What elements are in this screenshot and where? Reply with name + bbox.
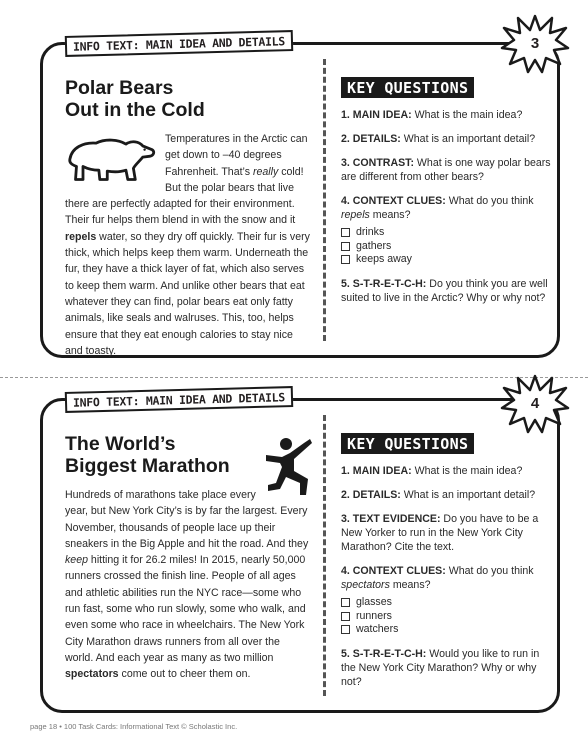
passage-emphasis: keep [65,554,88,567]
answer-option[interactable] [341,623,551,637]
question-text: What is the main idea? [411,109,523,121]
question-5 [341,647,551,689]
answer-options [341,596,551,637]
title-line-1: Polar Bears [65,77,174,99]
dashed-divider [323,415,326,696]
question-5 [341,277,551,305]
question-text: Would you like to run in the New York City Marathon? Why or why not? [341,647,540,688]
checkbox-icon[interactable] [341,612,350,621]
task-card-4 [40,390,560,713]
question-label: 3. TEXT EVIDENCE: [341,513,441,525]
vocab-word: spectators [65,668,119,681]
question-text: means? [389,579,431,591]
passage-text [65,487,310,683]
passage-segment: water, so they dry off quickly. Their fur is very thick, which helps keep them warm. Underneath the fur, they have a thick layer of fat, which also serves to keep them warm. And unlike other bears that eat whatever they can find, polar bears eat only fatty animals, like seals and walruses. This, too, helps ensure that they eat enough calories to stay nice and toasty. [65,230,310,357]
card-number: 4 [530,395,540,412]
card-number-badge [500,14,570,74]
answer-option[interactable] [341,610,551,624]
option-label: glasses [356,596,392,608]
question-text: What is one way polar bears are different from other bears? [341,157,551,183]
polar-bear-icon [63,131,159,187]
answer-option[interactable] [341,596,551,610]
question-3 [341,512,551,554]
question-text: What is an important detail? [400,489,536,501]
checkbox-icon[interactable] [341,255,350,264]
passage-segment: cold! But the polar bears that live there are perfectly adapted for their environment. Their fur helps them blend in with the snow and it [65,165,304,227]
checkbox-icon[interactable] [341,598,350,607]
question-text: Do you have to be a New Yorker to run in the New York City Marathon? Cite the text. [341,513,539,553]
option-label: keeps away [356,253,412,265]
question-text: Do you think you are well suited to live in the Arctic? Why or why not? [341,277,548,304]
option-label: watchers [356,623,399,635]
question-label: 5. S-T-R-E-T-C-H: [341,647,427,660]
question-4 [341,564,551,637]
question-text: What is an important detail? [400,133,536,145]
task-card-3 [40,34,560,358]
vocab-word: repels [65,230,97,243]
question-label: 1. MAIN IDEA: [341,109,412,121]
answer-options [341,226,551,267]
question-label: 5. S-T-R-E-T-C-H: [341,277,427,290]
title-line-2: Biggest Marathon [65,455,230,477]
question-text: What is the main idea? [411,465,523,477]
answer-option[interactable] [341,226,551,240]
key-questions-heading: KEY QUESTIONS [341,77,474,98]
card-tag: INFO TEXT: MAIN IDEA AND DETAILS [65,30,293,57]
checkbox-icon[interactable] [341,228,350,237]
card-tag: INFO TEXT: MAIN IDEA AND DETAILS [65,386,293,413]
question-label: 4. CONTEXT CLUES: [341,565,446,577]
question-1 [341,464,551,478]
question-label: 1. MAIN IDEA: [341,465,412,477]
question-2 [341,488,551,502]
passage-segment: hitting it for 26.2 miles! In 2015, nearly 50,000 runners crossed the finish line. People of all ages and athletic abilities run the NYC race—some who run fast, some who run slowly, some who walk, and even some who race in wheelchairs. The New York City Marathon draws runners from all over the world. And each year as many as two million [65,554,306,664]
option-label: drinks [356,226,385,238]
option-label: runners [356,609,392,622]
question-emphasis: spectators [341,579,390,591]
question-label: 3. CONTRAST: [341,157,414,169]
passage-segment: come out to cheer them on. [118,668,251,681]
key-questions-heading: KEY QUESTIONS [341,433,474,454]
card-number-badge [500,374,570,434]
dashed-divider [323,59,326,341]
passage-text [65,131,310,359]
question-1 [341,108,551,122]
passage-segment: Hundreds of marathons take place every year, but New York City’s is by far the largest. Every November, thousands of people lace up their sneakers in the Big Apple and hit the road. And they [65,489,309,550]
question-label: 4. CONTEXT CLUES: [341,195,446,207]
card-title [65,77,310,121]
question-label: 2. DETAILS: [341,489,401,501]
passage-emphasis: really [252,165,279,178]
passage-segment: Temperatures in the Arctic can get down to –40 degrees Fahrenheit. That’s [165,133,308,178]
answer-option[interactable] [341,240,551,254]
question-text: means? [369,209,411,221]
question-4 [341,194,551,267]
question-text: What do you think [445,195,534,207]
question-2 [341,132,551,146]
option-label: gathers [356,239,392,252]
card-number: 3 [530,35,540,52]
checkbox-icon[interactable] [341,242,350,251]
title-line-1: The World’s [65,433,176,455]
title-line-2: Out in the Cold [65,99,205,121]
page-footer: page 18 • 100 Task Cards: Informational Text © Scholastic Inc. [30,722,238,731]
question-3 [341,156,551,184]
question-label: 2. DETAILS: [341,133,401,145]
question-text: What do you think [445,565,534,577]
question-emphasis: repels [341,209,370,221]
checkbox-icon[interactable] [341,625,350,634]
runner-icon [264,435,316,501]
answer-option[interactable] [341,253,551,267]
